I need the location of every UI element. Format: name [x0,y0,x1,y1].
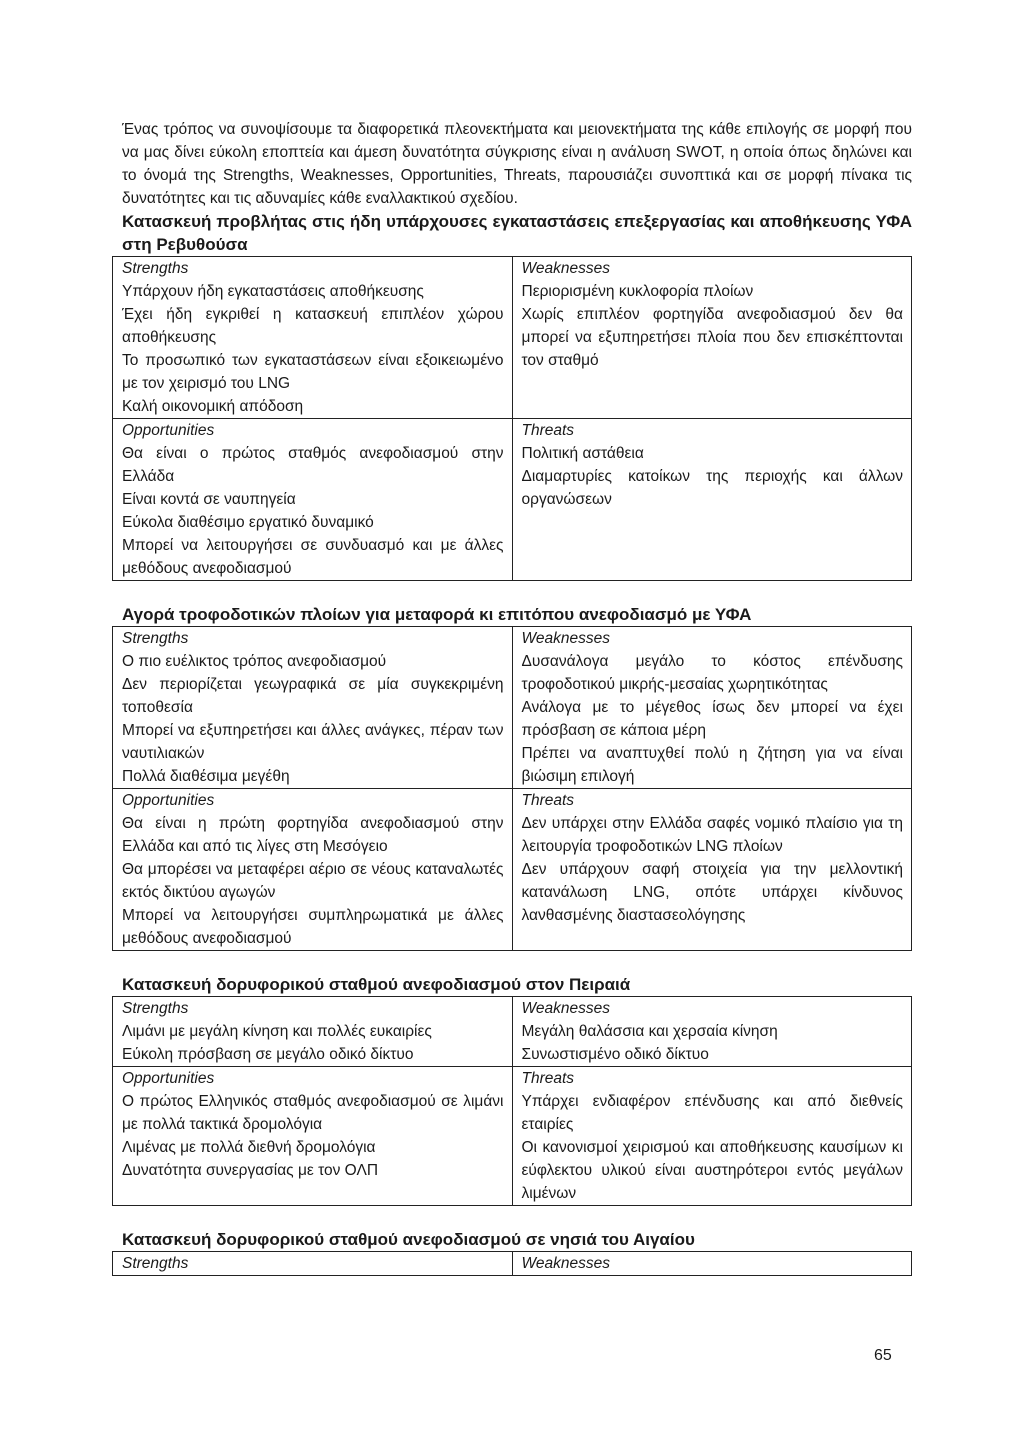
opportunities-cell [113,1067,513,1206]
section-title: Αγορά τροφοδοτικών πλοίων για μεταφορά κι επιτόπου ανεφοδιασμό με ΥΦΑ [122,605,752,624]
list-item: Δεν υπάρχουν σαφή στοιχεία για την μελλοντική κατανάλωση LNG, οπότε υπάρχει κίνδυνος λανθασμένης διαστασεολόγησης [521,861,903,924]
list-item: Λιμένας με πολλά διεθνή δρομολόγια [122,1139,376,1156]
strengths-label: Strengths [122,630,189,647]
list-item: Ανάλογα με το μέγεθος ίσως δεν μπορεί να έχει πρόσβαση σε κάποια μέρη [521,699,903,739]
threats-label: Threats [521,1070,575,1087]
weaknesses-label: Weaknesses [521,1000,610,1017]
list-item: Θα είναι η πρώτη φορτηγίδα ανεφοδιασμού στην Ελλάδα και από τις λίγες στη Μεσόγειο [122,815,504,855]
list-item: Διαμαρτυρίες κατοίκων της περιοχής και άλλων οργανώσεων [521,468,903,508]
weaknesses-cell [512,257,912,419]
weaknesses-label: Weaknesses [521,260,610,277]
list-item: Μπορεί να εξυπηρετήσει και άλλες ανάγκες, πέραν των ναυτιλιακών [122,722,504,762]
strengths-cell [113,627,513,789]
list-item: Μεγάλη θαλάσσια και χερσαία κίνηση [521,1023,778,1040]
list-item: Πολλά διαθέσιμα μεγέθη [122,768,290,785]
list-item: Ο πρώτος Ελληνικός σταθμός ανεφοδιασμού σε λιμάνι με πολλά τακτικά δρομολόγια [122,1093,504,1133]
strengths-label: Strengths [122,260,189,277]
list-item: Χωρίς επιπλέον φορτηγίδα ανεφοδιασμού δεν θα μπορεί να εξυπηρετήσει πλοία που δεν επισκέπτονται τον σταθμό [521,306,903,369]
section-title: Κατασκευή δορυφορικού σταθμού ανεφοδιασμού σε νησιά του Αιγαίου [122,1230,695,1249]
document-body [122,118,912,1276]
swot-table [112,626,912,951]
list-item: Μπορεί να λειτουργήσει συμπληρωματικά με άλλες μεθόδους ανεφοδιασμού [122,907,504,947]
list-item: Θα μπορέσει να μεταφέρει αέριο σε νέους καταναλωτές εκτός δικτύου αγωγών [122,861,504,901]
list-item: Υπάρχει ενδιαφέρον επένδυσης και από διεθνείς εταιρίες [521,1093,903,1133]
list-item: Δεν υπάρχει στην Ελλάδα σαφές νομικό πλαίσιο για τη λειτουργία τροφοδοτικών LNG πλοίων [521,815,903,855]
list-item: Καλή οικονομική απόδοση [122,398,304,415]
weaknesses-cell [512,1252,912,1276]
list-item: Συνωστισμένο οδικό δίκτυο [521,1046,709,1063]
opportunities-label: Opportunities [122,1070,215,1087]
list-item: Δυνατότητα συνεργασίας με τον ΟΛΠ [122,1162,379,1179]
swot-table [112,256,912,581]
section-title: Κατασκευή δορυφορικού σταθμού ανεφοδιασμού στον Πειραιά [122,975,631,994]
list-item: Ο πιο ευέλικτος τρόπος ανεφοδιασμού [122,653,387,670]
list-item: Οι κανονισμοί χειρισμού και αποθήκευσης καυσίμων κι εύφλεκτου υλικού είναι αυστηρότεροι εντός μεγάλων λιμένων [521,1139,903,1202]
swot-table [112,996,912,1206]
opportunities-cell [113,789,513,951]
opportunities-label: Opportunities [122,422,215,439]
list-item: Έχει ήδη εγκριθεί η κατασκευή επιπλέον χώρου αποθήκευσης [122,306,504,346]
swot-row [113,257,912,419]
list-item: Εύκολη πρόσβαση σε μεγάλο οδικό δίκτυο [122,1046,414,1063]
threats-label: Threats [521,422,575,439]
weaknesses-label: Weaknesses [521,630,610,647]
list-item: Μπορεί να λειτουργήσει σε συνδυασμό και με άλλες μεθόδους ανεφοδιασμού [122,537,504,577]
list-item: Θα είναι ο πρώτος σταθμός ανεφοδιασμού στην Ελλάδα [122,445,504,485]
list-item: Εύκολα διαθέσιμο εργατικό δυναμικό [122,514,374,531]
strengths-cell [113,257,513,419]
list-item: Πρέπει να αναπτυχθεί πολύ η ζήτηση για να είναι βιώσιμη επιλογή [521,745,903,785]
threats-cell [512,419,912,581]
list-item: Πολιτική αστάθεια [521,445,644,462]
swot-row [113,627,912,789]
weaknesses-cell [512,627,912,789]
threats-cell [512,1067,912,1206]
swot-row [113,419,912,581]
weaknesses-cell [512,997,912,1067]
list-item: Λιμάνι με μεγάλη κίνηση και πολλές ευκαιρίες [122,1023,432,1040]
swot-row [113,1252,912,1276]
list-item: Δεν περιορίζεται γεωγραφικά σε μία συγκεκριμένη τοποθεσία [122,676,504,716]
intro-paragraph: Ένας τρόπος να συνοψίσουμε τα διαφορετικά πλεονεκτήματα και μειονεκτήματα της κάθε επιλογής σε μορφή που να μας δίνει εύκολη εποπτεία και άμεση δυνατότητα σύγκρισης είναι η ανάλυση SWOT, η οποία όπως δηλώνει και το όνομά της Strengths, Weaknesses, Opportunities, Threats, παρουσιάζει συνοπτικά και σε μορφή πίνακα τις δυνατότητες και τις αδυναμίες κάθε εναλλακτικού σχεδίου. [122,121,912,207]
strengths-label: Strengths [122,1255,189,1272]
list-item: Περιορισμένη κυκλοφορία πλοίων [521,283,754,300]
page-number: 65 [874,1347,892,1364]
weaknesses-label: Weaknesses [521,1255,610,1272]
list-item: Υπάρχουν ήδη εγκαταστάσεις αποθήκευσης [122,283,424,300]
list-item: Το προσωπικό των εγκαταστάσεων είναι εξοικειωμένο με τον χειρισμό του LNG [122,352,504,392]
list-item: Είναι κοντά σε ναυπηγεία [122,491,296,508]
swot-row [113,1067,912,1206]
swot-table [112,1251,912,1276]
swot-row [113,997,912,1067]
opportunities-cell [113,419,513,581]
threats-cell [512,789,912,951]
swot-row [113,789,912,951]
list-item: Δυσανάλογα μεγάλο το κόστος επένδυσης τροφοδοτικού μικρής-μεσαίας χωρητικότητας [521,653,903,693]
opportunities-label: Opportunities [122,792,215,809]
strengths-cell [113,997,513,1067]
strengths-label: Strengths [122,1000,189,1017]
threats-label: Threats [521,792,575,809]
strengths-cell [113,1252,513,1276]
section-title: Κατασκευή προβλήτας στις ήδη υπάρχουσες εγκαταστάσεις επεξεργασίας και αποθήκευσης ΥΦΑ στη Ρεβυθούσα [122,212,912,254]
